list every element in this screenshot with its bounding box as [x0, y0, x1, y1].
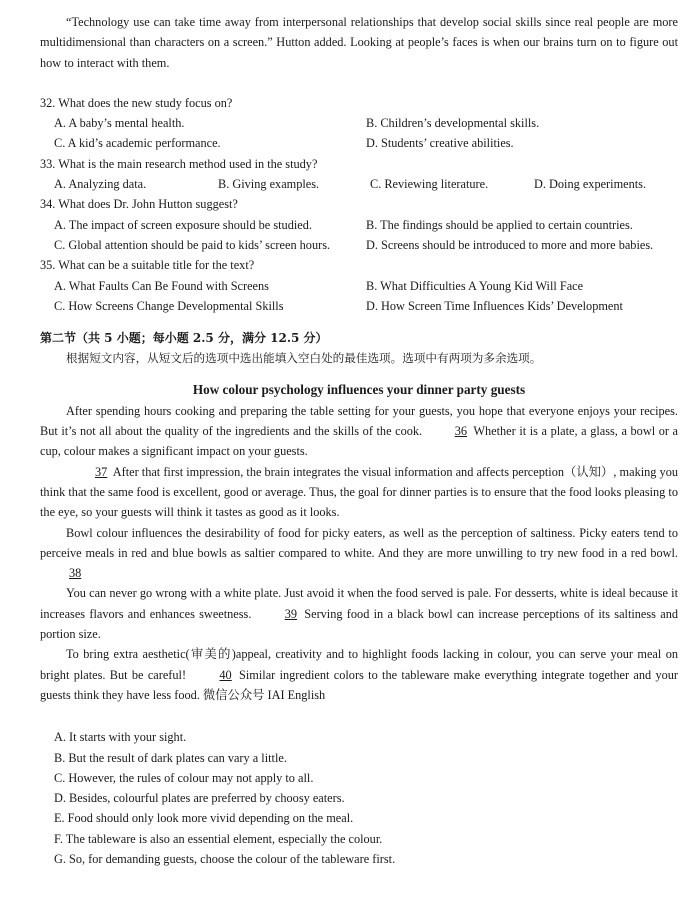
article-title: How colour psychology influences your dinner party guests: [192, 381, 526, 397]
question-32: [40, 93, 678, 154]
option-a[interactable]: A. A baby’s mental health.: [54, 116, 185, 131]
choice-f[interactable]: F. The tableware is also an essential element, especially the colour.: [54, 831, 383, 846]
article-paragraph-4: [40, 583, 678, 644]
option-c[interactable]: C. Reviewing literature.: [370, 177, 489, 192]
article-paragraph-1: [40, 401, 678, 462]
article-paragraph-5: [40, 644, 678, 705]
question-35: [40, 255, 678, 316]
question-stem: 33. What is the main research method used in the study?: [40, 156, 318, 171]
option-b[interactable]: B. The findings should be applied to certain countries.: [366, 217, 633, 232]
paragraph-text: After spending hours cooking and preparing the table setting for your guests, you hope that everyone enjoys your recipes. But it’s not all about the quality of the ingredients and the skills of the cook.: [40, 403, 678, 439]
option-b[interactable]: B. Giving examples.: [218, 177, 320, 192]
option-c[interactable]: C. How Screens Change Developmental Skills: [54, 298, 284, 313]
blank-39[interactable]: 39: [284, 606, 297, 621]
blank-36[interactable]: 36: [454, 424, 468, 439]
option-d[interactable]: D. Students’ creative abilities.: [366, 136, 514, 151]
blank-38[interactable]: 38: [69, 566, 82, 581]
blank-40[interactable]: 40: [219, 667, 232, 682]
option-a[interactable]: A. The impact of screen exposure should be studied.: [54, 217, 312, 232]
option-a[interactable]: A. Analyzing data.: [54, 177, 147, 192]
question-33: [40, 154, 678, 195]
question-stem: 34. What does Dr. John Hutton suggest?: [40, 197, 238, 212]
article-paragraph-3: [40, 523, 678, 584]
choice-a[interactable]: A. It starts with your sight.: [54, 730, 187, 745]
option-d[interactable]: D. Screens should be introduced to more and more babies.: [366, 237, 654, 252]
question-34: [40, 194, 678, 255]
paragraph-text: After that first impression, the brain integrates the visual information and affects perception（认知）, making you think that the same food is excellent, good or average. Thus, the goal for dinner parties is to ensure that the food looks pleasing to the eye, so your guests will think it tastes as good as it looks.: [40, 464, 678, 520]
option-b[interactable]: B. Children’s developmental skills.: [366, 116, 540, 131]
watermark-text: 微信公众号 IAI English: [202, 687, 326, 702]
choice-b[interactable]: B. But the result of dark plates can vary a little.: [54, 750, 287, 765]
article-paragraph-2: [40, 462, 678, 523]
option-c[interactable]: C. Global attention should be paid to kids’ screen hours.: [54, 237, 331, 252]
option-a[interactable]: A. What Faults Can Be Found with Screens: [54, 278, 269, 293]
choice-e[interactable]: E. Food should only look more vivid depending on the meal.: [54, 811, 354, 826]
question-stem: 32. What does the new study focus on?: [40, 95, 233, 110]
paragraph-text: To bring extra aesthetic(审美的)appeal, creativity and to highlight foods lacking in colour, you can serve your meal on bright plates. But be careful!: [40, 647, 678, 682]
paragraph-text: Serving food in a black bowl can increase perceptions of its saltiness and portion size.: [40, 606, 678, 642]
section-heading: 第二节（共 5 小题；每小题 2.5 分，满分 12.5 分）: [40, 331, 328, 346]
question-stem: 35. What can be a suitable title for the text?: [40, 258, 255, 273]
choice-c[interactable]: C. However, the rules of colour may not apply to all.: [54, 770, 314, 785]
option-d[interactable]: D. Doing experiments.: [534, 177, 647, 192]
choice-d[interactable]: D. Besides, colourful plates are preferred by choosy eaters.: [54, 791, 345, 806]
paragraph-text: Similar ingredient colors to the tableware make everything integrate together and your guests think they have less food.: [40, 667, 679, 702]
paragraph-text: Whether it is a plate, a glass, a bowl or a cup, colour makes a significant impact on your guests.: [40, 424, 679, 459]
choice-g[interactable]: G. So, for demanding guests, choose the colour of the tableware first.: [54, 851, 396, 866]
option-d[interactable]: D. How Screen Time Influences Kids’ Development: [366, 298, 623, 313]
section-instruction: 根据短文内容，从短文后的选项中选出能填入空白处的最佳选项。选项中有两项为多余选项。: [66, 351, 542, 366]
option-c[interactable]: C. A kid’s academic performance.: [54, 136, 221, 151]
paragraph-text: You can never go wrong with a white plate. Just avoid it when the food served is pale. For desserts, white is ideal because it increases flavors and enhances sweetness.: [40, 586, 678, 621]
blank-37[interactable]: 37: [95, 464, 108, 479]
option-b[interactable]: B. What Difficulties A Young Kid Will Face: [366, 278, 584, 293]
intro-paragraph: “Technology use can take time away from interpersonal relationships that develop social skills since real people are more multidimensional than characters on a screen.” Hutton added. Looking at people’s faces is when our brains turn on to figure out how to interact with them.: [40, 15, 678, 70]
choice-list: [40, 727, 678, 869]
paragraph-text: Bowl colour influences the desirability of food for picky eaters, as well as the perception of saltiness. Picky eaters tend to perceive meals in red and blue bowls as saltier compared to white. And they are more unwilling to try new food in a red bowl.: [40, 525, 678, 560]
